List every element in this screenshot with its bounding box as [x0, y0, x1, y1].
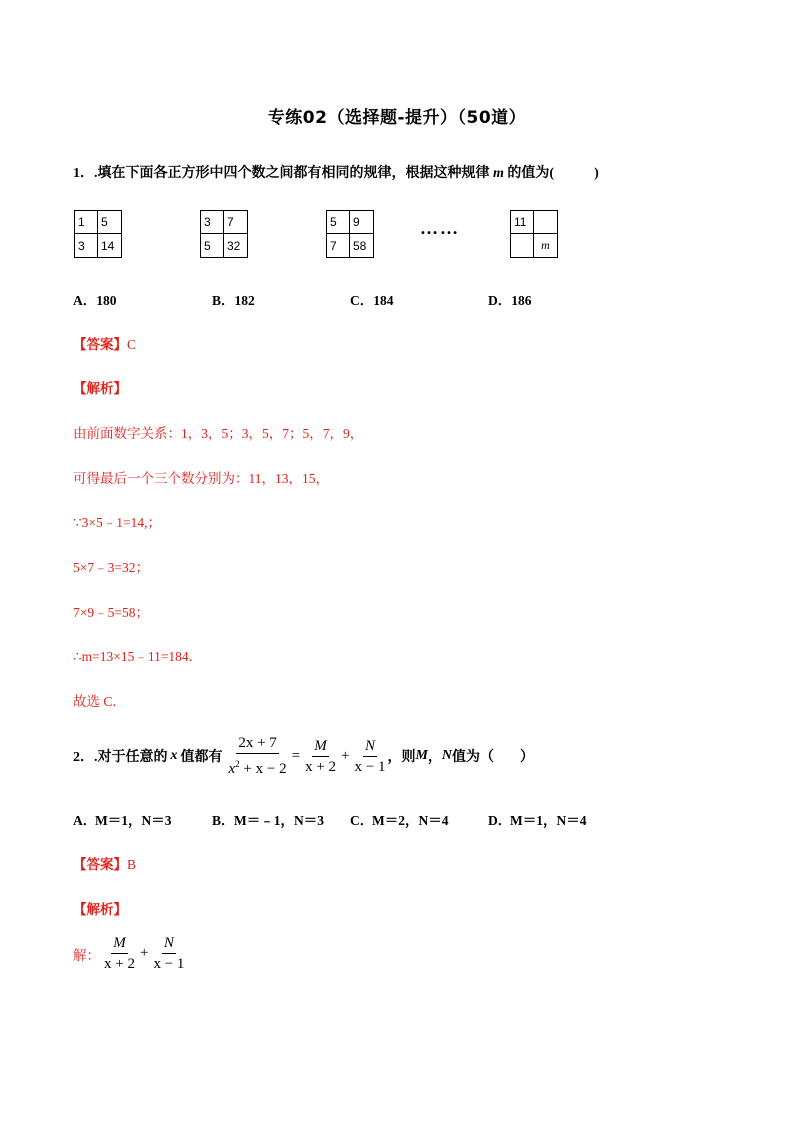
- analysis-line: 由前面数字关系：1，3，5；3，5，7；5，7，9，: [73, 426, 364, 441]
- grid-cell: 7: [224, 211, 247, 234]
- grid-cell: [534, 211, 557, 234]
- grid-cell: 5: [98, 211, 121, 234]
- fraction-n: $\frac{N}{x - 1}$: [153, 935, 185, 972]
- option-b-text[interactable]: M＝﹣1，N＝3: [234, 813, 324, 828]
- analysis-line: ∴m=13×15﹣11=184．: [73, 649, 203, 664]
- grid-cell: 14: [101, 238, 115, 253]
- grid-cell: 32: [227, 238, 241, 253]
- question-1-stem: 1．.填在下面各正方形中四个数之间都有相同的规律，根据这种规律 m 的值为( ): [73, 166, 599, 181]
- analysis-label-2: 【解析】: [73, 902, 127, 917]
- variable-m: m: [493, 166, 504, 181]
- option-c[interactable]: C．184: [350, 293, 394, 308]
- option-d-text[interactable]: M＝1，N＝4: [510, 813, 587, 828]
- answer-2: 【答案】B: [73, 857, 137, 872]
- ellipsis: ……: [420, 218, 460, 238]
- option-b[interactable]: B．: [212, 813, 235, 828]
- grid-cell: 1: [75, 211, 98, 234]
- grid-cell: 5: [201, 234, 224, 257]
- analysis-line: ∵3×5﹣1=14,；: [73, 515, 161, 530]
- grid-cell: 7: [327, 234, 350, 257]
- question-number: 1．: [73, 166, 94, 181]
- fraction-lhs: $\frac{2x + 7}{x^2 + x - 2}$: [228, 735, 287, 777]
- number-square-4: [510, 210, 558, 258]
- grid-cell: 11: [511, 211, 534, 234]
- number-square-2: [200, 210, 248, 258]
- grid-cell: 3: [201, 211, 224, 234]
- answer-1: 【答案】C: [73, 337, 137, 352]
- grid-cell: [511, 234, 534, 257]
- grid-cell: 58: [353, 238, 367, 253]
- analysis-line: 可得最后一个三个数分别为：11，13，15，: [73, 471, 329, 486]
- question-2-stem: 2． .对于任意的 x 值都有 $\frac{2x + 7}{x^2 + x - 2}$ = $\frac{M}{x + 2}$ + $\frac{N}{x - 1}$ ，则 M ， N 值为（ ）: [73, 735, 535, 777]
- page-title: 专练02（选择题-提升）（50道）: [267, 108, 527, 128]
- plus-sign: +: [139, 945, 149, 961]
- fraction-n: $\frac{N}{x - 1}$: [354, 737, 386, 775]
- solution-line: 解： $\frac{M}{x + 2}$ + $\frac{N}{x - 1}$: [73, 935, 185, 972]
- grid-cell-m: m: [541, 238, 550, 252]
- analysis-line: 故选 C．: [73, 694, 126, 709]
- fraction-m: $\frac{M}{x + 2}$: [104, 935, 135, 972]
- option-d[interactable]: D．186: [488, 293, 532, 308]
- variable-x: x: [170, 748, 178, 763]
- analysis-line: 7×9﹣5=58；: [73, 605, 149, 620]
- analysis-label-1: 【解析】: [73, 381, 127, 396]
- equals-sign: =: [291, 747, 301, 764]
- number-square-3: [326, 210, 374, 258]
- option-c-text[interactable]: M＝2，N＝4: [372, 813, 449, 828]
- number-square-1: [74, 210, 122, 258]
- option-d[interactable]: D．: [488, 813, 512, 828]
- grid-cell: 3: [75, 234, 98, 257]
- option-a[interactable]: A．: [73, 813, 97, 828]
- option-a[interactable]: A．180: [73, 293, 117, 308]
- analysis-line: 5×7﹣3=32；: [73, 560, 149, 575]
- plus-sign: +: [341, 747, 350, 764]
- grid-cell: 5: [327, 211, 350, 234]
- option-a-text[interactable]: M＝1，N＝3: [95, 813, 172, 828]
- option-c[interactable]: C．: [350, 813, 374, 828]
- grid-cell: 9: [350, 211, 373, 234]
- question-number: 2．: [73, 750, 94, 765]
- option-b[interactable]: B．182: [212, 293, 255, 308]
- fraction-m: $\frac{M}{x + 2}$: [305, 737, 337, 775]
